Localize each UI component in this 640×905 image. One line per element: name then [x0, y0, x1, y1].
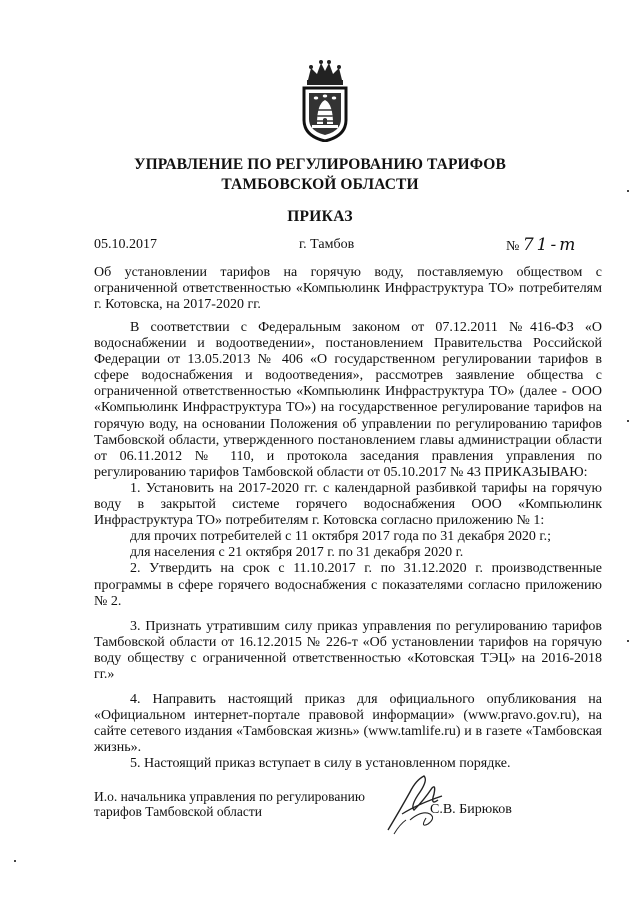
coat-of-arms-icon [300, 58, 350, 142]
item-1-sub-1: для прочих потребителей с 11 октября 2017 года по 31 декабря 2020 г.; [130, 529, 551, 545]
item-1-paragraph: 1. Установить на 2017-2020 гг. с календарной разбивкой тарифы на горячую воду в закрытой системе горячего водоснабжения ООО «Компьюлинк Инфраструктура ТО» потребителям г. Котовска согласно приложению № 1: [94, 480, 602, 529]
item-3-paragraph: 3. Признать утратившим силу приказ управления по регулированию тарифов Тамбовской области от 16.12.2015 № 226-т «Об установлении тарифов на горячую воду обществу с ограниченной ответственностью «Котовская ТЭЦ» на 2016-2018 гг.» [94, 618, 602, 682]
document-type: ПРИКАЗ [287, 208, 353, 225]
document-city: г. Тамбов [299, 237, 355, 252]
item-4-paragraph: 4. Направить настоящий приказ для официального опубликования на «Официальном интернет-портале правовой информации» (www.pravo.gov.ru), на сайте сетевого издания «Тамбовская жизнь» (www.tamlife.ru) и в газете «Тамбовская жизнь». [94, 692, 602, 756]
number-sign: № [506, 239, 520, 254]
document-title: Об установлении тарифов на горячую воду, поставляемую обществом с ограниченной ответственностью «Компьюлинк Инфраструктура ТО» потребителям г. Котовска, на 2017-2020 гг. [94, 265, 602, 313]
document-body [94, 320, 602, 773]
organization-name-line1: УПРАВЛЕНИЕ ПО РЕГУЛИРОВАНИЮ ТАРИФОВ [134, 156, 506, 173]
signatory-position-line1: И.о. начальника управления по регулированию [94, 789, 365, 804]
number-value-handwritten: 71-т [522, 235, 579, 255]
scan-speck [14, 860, 16, 862]
scan-speck [627, 420, 629, 422]
organization-name-line2: ТАМБОВСКОЙ ОБЛАСТИ [221, 176, 419, 193]
item-5-paragraph: 5. Настоящий приказ вступает в силу в установленном порядке. [130, 756, 511, 772]
signatory-position [94, 789, 365, 819]
scan-speck [627, 190, 629, 192]
preamble-paragraph: В соответствии с Федеральным законом от 07.12.2011 №416-ФЗ «О водоснабжении и водоотведении», постановлением Правительства Российской Федерации от 13.05.2013 № 406 «О государственном регулировании тарифов в сфере водоснабжения и водоотведения», рассмотрев заявление общества с ограниченной ответственностью «Компьюлинк Инфраструктура ТО» (далее - ООО «Компьюлинк Инфраструктура ТО») на государственное регулирование тарифов на горячую воду, на основании Положения об управлении по регулированию тарифов Тамбовской области, утвержденного постановлением главы администрации области от 06.11.2012 № 110, и протокола заседания правления управления по регулированию тарифов Тамбовской области от 05.10.2017 № 43 ПРИКАЗЫВАЮ: [94, 320, 602, 480]
document-number [506, 235, 578, 255]
scan-speck [627, 640, 629, 642]
item-2-paragraph: 2. Утвердить на срок с 11.10.2017 г. по 31.12.2020 г. производственные программы в сфере горячего водоснабжения с показателями согласно приложению № 2. [94, 561, 602, 609]
signatory-position-line2: тарифов Тамбовской области [94, 804, 262, 820]
document-date: 05.10.2017 [94, 237, 157, 252]
item-1-sub-2: для населения с 21 октября 2017 г. по 31 декабря 2020 г. [130, 545, 464, 561]
signatory-name: С.В. Бирюков [430, 802, 512, 817]
